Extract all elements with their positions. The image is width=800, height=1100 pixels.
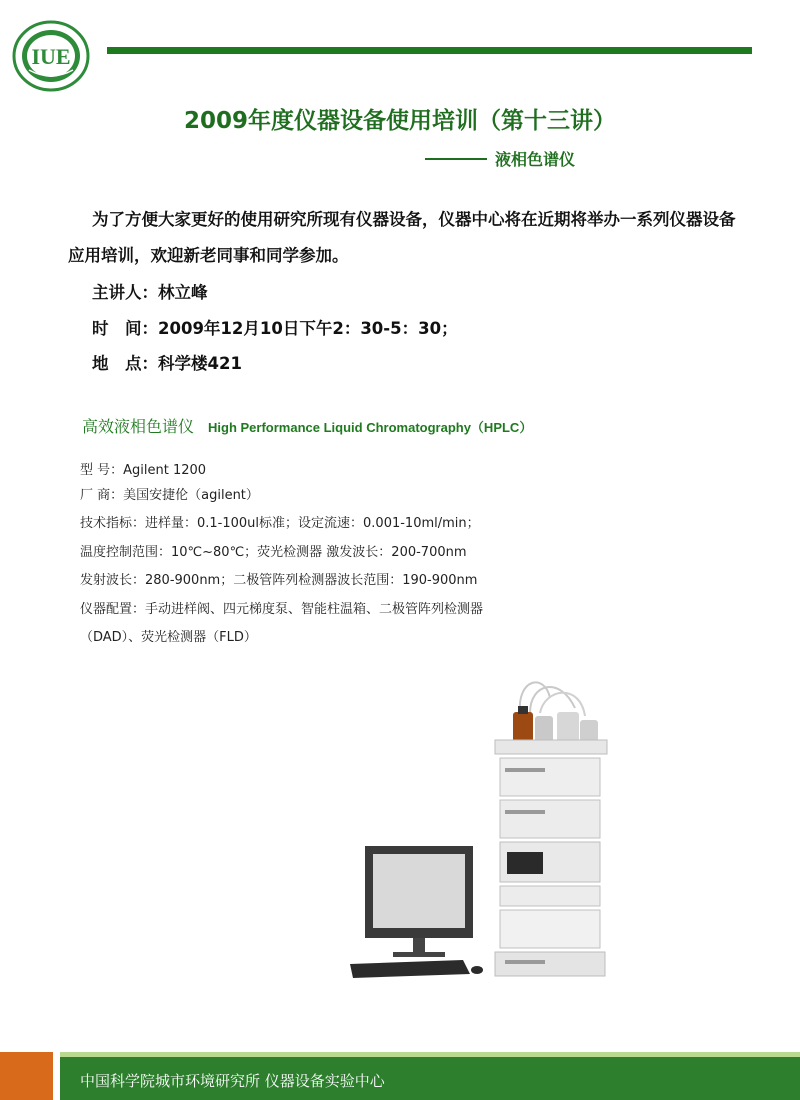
subtitle-dash xyxy=(425,158,487,160)
logo-monogram: IUE xyxy=(31,44,71,69)
spec-line: 仪器配置：手动进样阀、四元梯度泵、智能柱温箱、二极管阵列检测器 xyxy=(80,601,484,617)
page-subtitle xyxy=(425,147,575,170)
page-title: 2009年度仪器设备使用培训（第十三讲） xyxy=(183,108,616,134)
instrument-heading-cn: 高效液相色谱仪 xyxy=(82,417,195,436)
subtitle-text: 液相色谱仪 xyxy=(495,150,576,169)
header-rule xyxy=(107,47,752,54)
footer-text: 中国科学院城市环境研究所 仪器设备实验中心 xyxy=(80,1072,385,1090)
spec-line: 发射波长：280-900nm；二极管阵列检测器波长范围：190-900nm xyxy=(80,573,478,588)
speaker-line: 主讲人：林立峰 xyxy=(92,283,208,302)
intro-paragraph: 为了方便大家更好的使用研究所现有仪器设备，仪器中心将在近期将举办一系列仪器设备应用培训，欢迎新老同事和同学参加。 xyxy=(68,210,736,265)
spec-line: 型 号：Agilent 1200 xyxy=(80,463,207,478)
instrument-heading xyxy=(82,414,532,437)
spec-line: 技术指标：进样量：0.1-100ul标准；设定流速：0.001-10ml/min； xyxy=(80,516,480,531)
institute-logo-icon xyxy=(12,20,90,92)
time-line: 时 间：2009年12月10日下午2：30-5：30； xyxy=(92,319,458,338)
instrument-heading-en: High Performance Liquid Chromatography（HPLC） xyxy=(208,420,533,435)
hplc-system-illustration-icon xyxy=(345,668,615,980)
spec-line: 厂 商：美国安捷伦（agilent） xyxy=(80,487,259,503)
spec-line: （DAD）、荧光检测器（FLD） xyxy=(80,630,257,645)
spec-line: 温度控制范围：10℃~80℃；荧光检测器 激发波长：200-700nm xyxy=(80,544,467,560)
footer-accent xyxy=(0,1052,53,1100)
place-line: 地 点：科学楼421 xyxy=(92,354,242,373)
instrument-specs xyxy=(80,459,483,651)
